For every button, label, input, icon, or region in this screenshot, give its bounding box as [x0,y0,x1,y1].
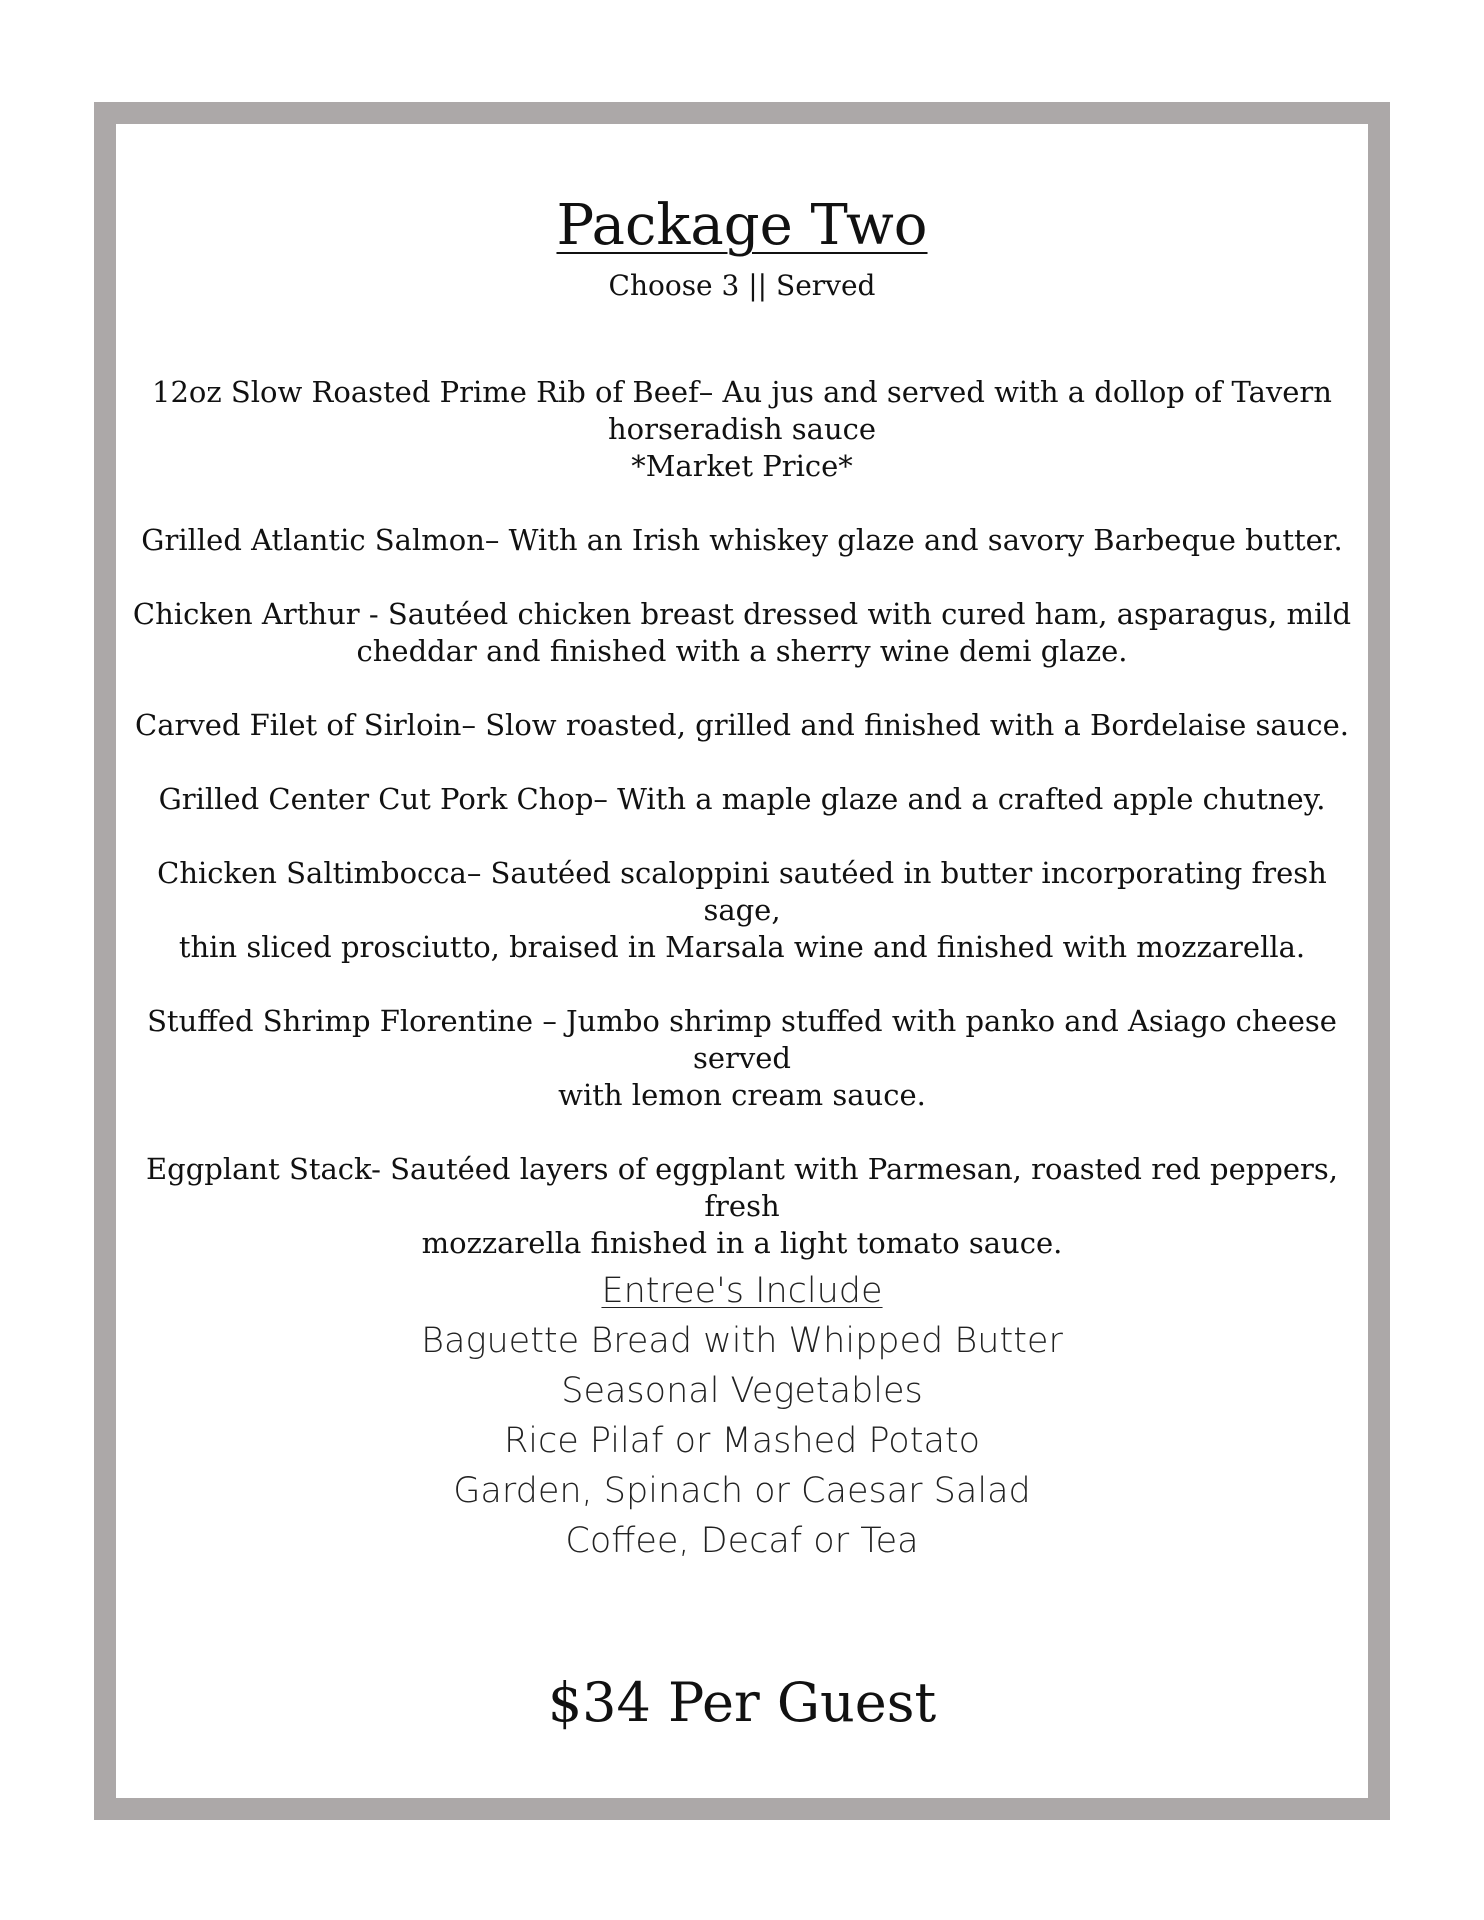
include-item: Rice Pilaf or Mashed Potato [503,1421,981,1461]
menu-content [116,124,1368,1798]
entree-list [116,374,1368,1299]
entree-item-chicken-arthur [116,596,1368,670]
entree-line: Chicken Arthur - Sautéed chicken breast dressed with cured ham, asparagus, mild [132,597,1352,631]
include-item: Baguette Bread with Whipped Butter [421,1321,1063,1361]
menu-frame [94,102,1390,1820]
entree-line: cheddar and finished with a sherry wine demi glaze. [356,634,1128,668]
price-per-guest: $34 Per Guest [547,1671,937,1734]
entree-line: Stuffed Shrimp Florentine – Jumbo shrimp stuffed with panko and Asiago cheese served [147,1004,1337,1075]
include-item: Coffee, Decaf or Tea [565,1521,919,1561]
entree-line: with lemon cream sauce. [558,1078,926,1112]
include-item: Seasonal Vegetables [561,1371,923,1411]
entree-line: Grilled Atlantic Salmon– With an Irish whiskey glaze and savory Barbeque butter. [141,523,1343,557]
entree-line: Grilled Center Cut Pork Chop– With a maple glaze and a crafted apple chutney. [158,782,1326,816]
entree-item-prime-rib [116,374,1368,485]
entree-line: horseradish sauce [607,412,877,446]
entree-line: Chicken Saltimbocca– Sautéed scaloppini sautéed in butter incorporating fresh sage, [157,856,1327,927]
entree-includes [116,1266,1368,1566]
entree-item-salmon [116,522,1368,559]
include-item: Garden, Spinach or Caesar Salad [453,1471,1031,1511]
entree-item-saltimbocca [116,855,1368,966]
includes-heading: Entree's Include [601,1271,883,1311]
entree-line: mozzarella finished in a light tomato sauce. [421,1226,1063,1260]
entree-line: 12oz Slow Roasted Prime Rib of Beef– Au jus and served with a dollop of Tavern [152,375,1332,409]
entree-line: Eggplant Stack- Sautéed layers of eggplant with Parmesan, roasted red peppers, fresh [146,1152,1338,1223]
entree-line: Carved Filet of Sirloin– Slow roasted, grilled and finished with a Bordelaise sauce. [135,708,1349,742]
entree-item-pork-chop [116,781,1368,818]
page-subtitle: Choose 3 || Served [608,269,876,302]
entree-price-note: *Market Price* [631,449,853,483]
page-title: Package Two [556,193,928,258]
entree-line: thin sliced prosciutto, braised in Marsala wine and finished with mozzarella. [178,930,1306,964]
entree-item-shrimp-florentine [116,1003,1368,1114]
entree-item-eggplant-stack [116,1151,1368,1262]
entree-item-sirloin [116,707,1368,744]
